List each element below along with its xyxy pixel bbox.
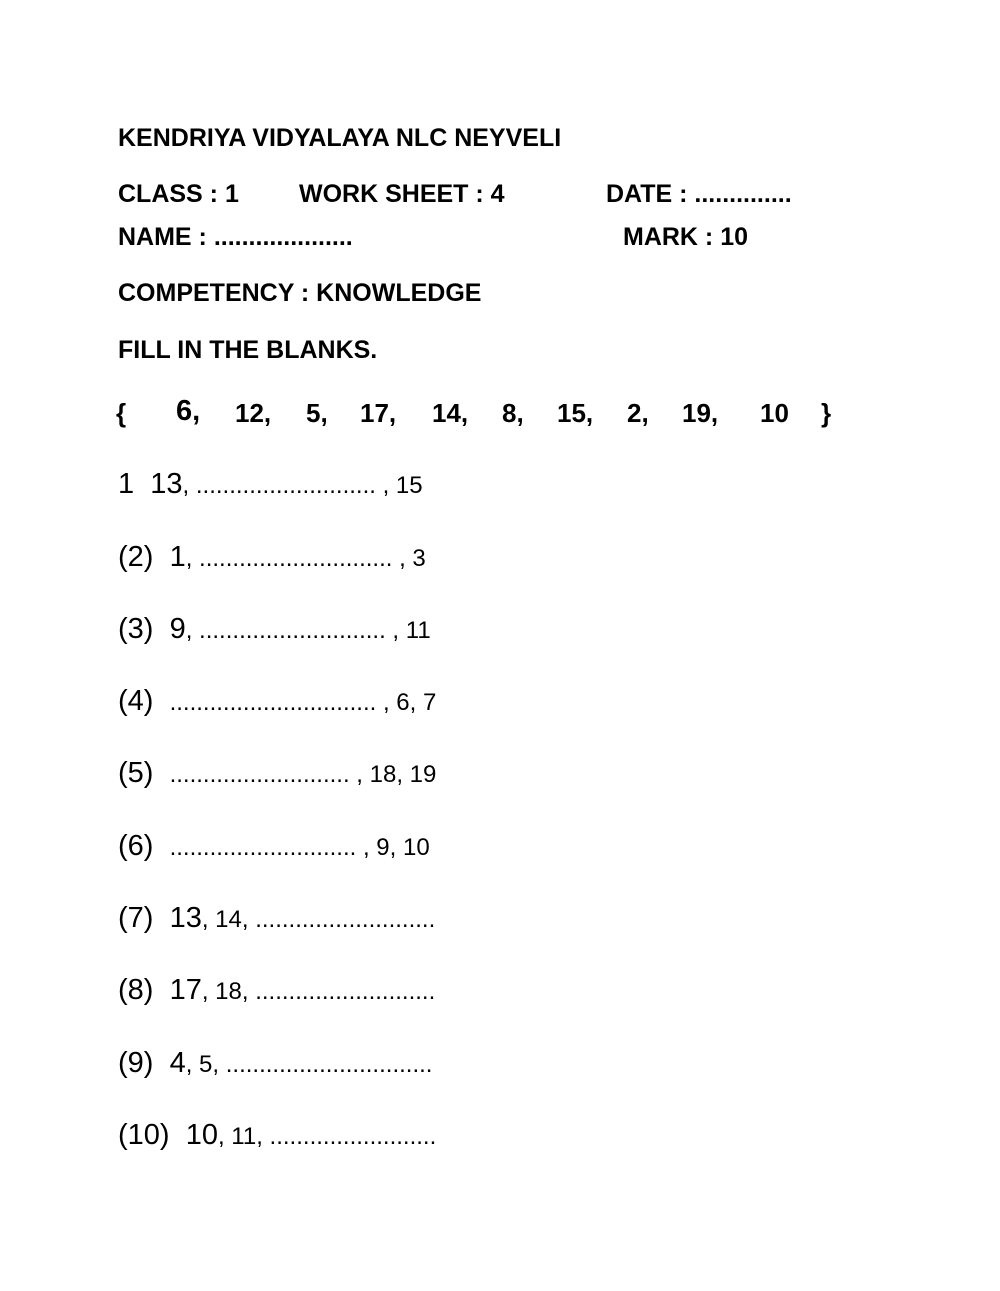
question-1 [118,464,423,504]
question-number: (7) [118,902,154,934]
question-number: (3) [118,613,154,645]
question-lead-number: 17 [169,974,202,1006]
question-number: (9) [118,1047,154,1079]
competency-label: COMPETENCY : KNOWLEDGE [118,279,482,307]
question-blank-text: , 18, ........................... [201,978,436,1005]
question-blank-text: , ............................. , 3 [185,545,426,572]
class-label: CLASS : 1 [118,180,239,208]
question-number: (5) [118,757,154,789]
question-2 [118,537,426,577]
question-4 [118,681,436,721]
question-blank-text: ........................... , 18, 19 [169,761,437,788]
question-blank-text: ............................ , 9, 10 [169,834,430,861]
word-bank-close-brace: } [821,398,832,428]
question-blank-text: , 14, ........................... [201,906,436,933]
question-10 [118,1115,436,1155]
question-lead-number: 10 [185,1119,218,1151]
question-number: (10) [118,1119,170,1151]
question-8 [118,970,435,1010]
question-number: (8) [118,974,154,1006]
word-bank-item: 2, [627,398,649,428]
word-bank-item: 5, [306,398,328,428]
question-lead-number: 4 [169,1047,186,1079]
word-bank-item: 14, [432,398,469,428]
word-bank-item: 17, [360,398,397,428]
mark-label: MARK : 10 [623,223,749,251]
date-field: DATE : .............. [606,180,792,208]
worksheet-label: WORK SHEET : 4 [299,180,505,208]
question-7 [118,898,435,938]
word-bank-open-brace: { [116,398,127,428]
question-3 [118,609,431,649]
question-blank-text: , ............................ , 11 [185,617,431,644]
word-bank-item: 6, [176,395,201,427]
question-lead-number: 9 [169,613,186,645]
word-bank-item: 12, [235,398,272,428]
word-bank-item: 10 [760,398,789,428]
word-bank-item: 19, [682,398,719,428]
question-5 [118,753,436,793]
question-blank-text: , ........................... , 15 [182,472,423,499]
question-9 [118,1043,432,1083]
question-lead-number: 13 [150,468,183,500]
question-lead-number: 1 [169,541,186,573]
question-blank-text: ............................... , 6, 7 [169,689,437,716]
question-blank-text: , 11, ......................... [217,1123,437,1150]
question-6 [118,826,430,866]
question-number: 1 [118,468,135,500]
question-number: (6) [118,830,154,862]
word-bank-item: 15, [557,398,594,428]
school-name: KENDRIYA VIDYALAYA NLC NEYVELI [118,124,562,152]
question-number: (4) [118,685,154,717]
question-lead-number: 13 [169,902,202,934]
instruction-text: FILL IN THE BLANKS. [118,336,378,364]
word-bank-item: 8, [502,398,524,428]
question-blank-text: , 5, ............................... [185,1051,433,1078]
question-number: (2) [118,541,154,573]
name-field: NAME : .................... [118,223,353,251]
